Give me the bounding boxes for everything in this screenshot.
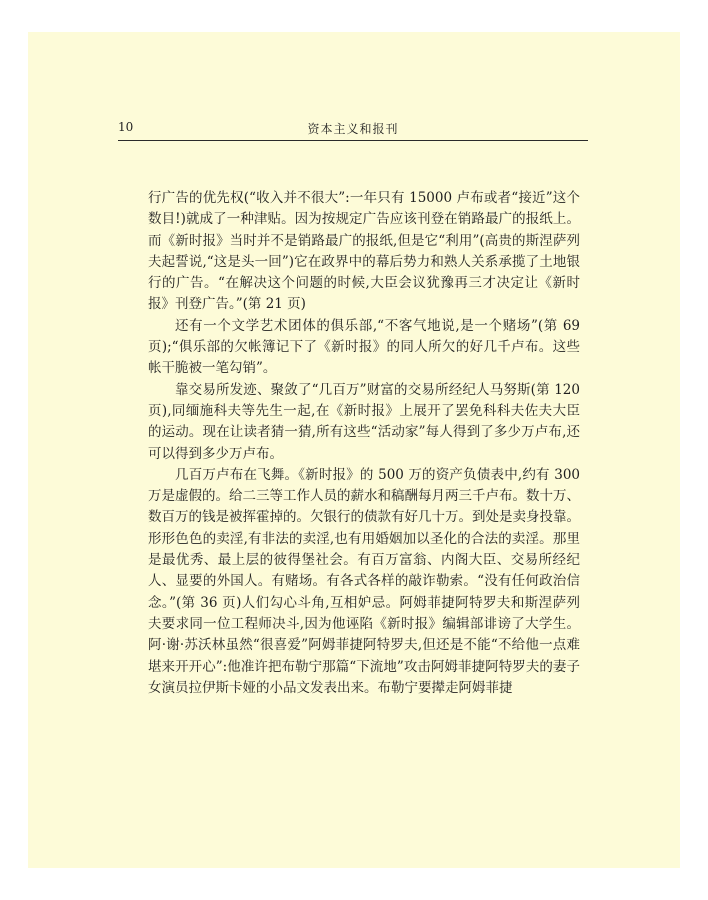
paragraph: 几百万卢布在飞舞。《新时报》的 500 万的资产负债表中,约有 300 万是虚假的。给二三等工作人员的薪水和稿酬每月两三千卢布。数十万、数百万的钱是被挥霍掉的。欠银行的债款有好几十万。到处是卖身投靠。形形色色的卖淫,有非法的卖淫,也有用婚姻加以圣化的合法的卖淫。那里是最优秀、最上层的彼得堡社会。有百万富翁、内阁大臣、交易所经纪人、显要的外国人。有赌场。有各式各样的敲诈勒索。“没有任何政治信念。”(第 36 页)人们勾心斗角,互相妒忌。阿姆菲捷阿特罗夫和斯涅萨列夫要求同一位工程师决斗,因为他诬陷《新时报》编辑部诽谤了大学生。阿·谢·苏沃林虽然“很喜爱”阿姆菲捷阿特罗夫,但还是不能“不给他一点难堪来开开心”:他准许把布勒宁那篇“下流地”攻击阿姆菲捷阿特罗夫的妻子女演员拉伊斯卡娅的小品文发表出来。布勒宁要撵走阿姆菲捷 [148,466,580,696]
paragraph: 行广告的优先权(“收入并不很大”:一年只有 15000 卢布或者“接近”这个数目!)就成了一种津贴。因为按规定广告应该刊登在销路最广的报纸上。而《新时报》当时并不是销路最广的报纸,但是它“利用”(高贵的斯涅萨列夫起誓说,“这是头一回”)它在政界中的幕后势力和熟人关系承揽了土地银行的广告。“在解决这个问题的时候,大臣会议犹豫再三才决定让《新时报》刊登广告。”(第 21 页) [148,190,580,313]
page-header [118,118,588,141]
paragraph: 还有一个文学艺术团体的俱乐部,“不客气地说,是一个赌场”(第 69 页);“俱乐部的欠帐簿记下了《新时报》的同人所欠的好几千卢布。这些帐干脆被一笔勾销”。 [148,317,580,377]
paragraph: 靠交易所发迹、聚敛了“几百万”财富的交易所经纪人马努斯(第 120 页),同缅施科夫等先生一起,在《新时报》上展开了罢免科科夫佐夫大臣的运动。现在让读者猜一猜,所有这些“活动家”每人得到了多少万卢布,还可以得到多少万卢布。 [148,381,580,462]
page-body [148,188,580,699]
page-number: 10 [118,120,134,134]
running-title: 资本主义和报刊 [307,122,399,136]
